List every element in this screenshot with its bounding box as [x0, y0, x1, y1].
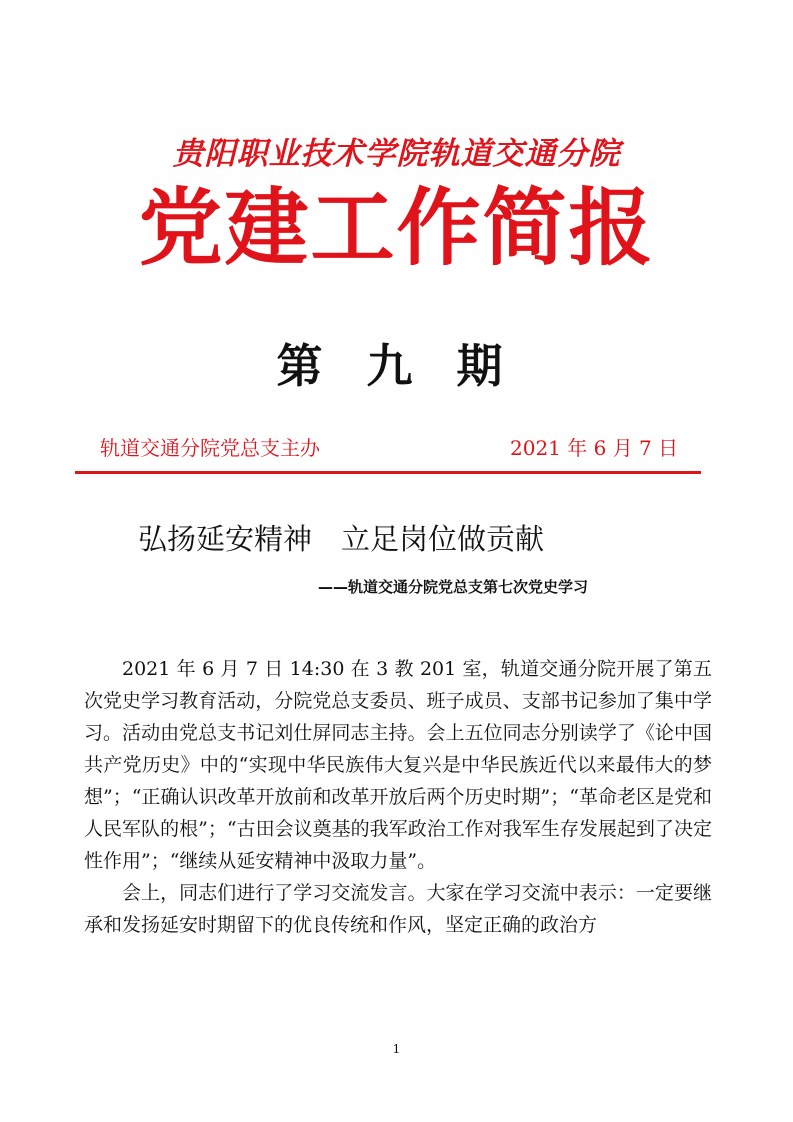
- article-body: [84, 653, 712, 941]
- page-number: 1: [392, 1042, 401, 1056]
- issue-date: 2021 年 6 月 7 日: [510, 436, 679, 460]
- article-subtitle: ——轨道交通分院党总支第七次党史学习: [318, 578, 589, 596]
- organization-name: 贵阳职业技术学院轨道交通分院: [172, 136, 621, 172]
- newsletter-title: 党建工作简报: [138, 179, 655, 277]
- header-divider: [75, 471, 701, 474]
- sponsor-line: 轨道交通分院党总支主办: [100, 436, 320, 460]
- article-paragraph: 会上，同志们进行了学习交流发言。大家在学习交流中表示：一定要继承和发扬延安时期留下的优良传统和作风，坚定正确的政治方: [84, 882, 712, 936]
- issue-number: 第 九 期: [276, 339, 517, 393]
- article-paragraph: 2021 年 6 月 7 日 14:30 在 3 教 201 室，轨道交通分院开展了第五次党史学习教育活动，分院党总支委员、班子成员、支部书记参加了集中学习。活动由党总支书记刘仕屏同志主持。会上五位同志分别读学了《论中国共产党历史》中的“实现中华民族伟大复兴是中华民族近代以来最伟大的梦想”；“正确认识改革开放前和改革开放后两个历史时期”；“革命老区是党和人民军队的根”；“古田会议奠基的我军政治工作对我军生存发展起到了决定性作用”；“继续从延安精神中汲取力量”。: [84, 658, 712, 872]
- article-title: 弘扬延安精神 立足岗位做贡献: [138, 522, 545, 556]
